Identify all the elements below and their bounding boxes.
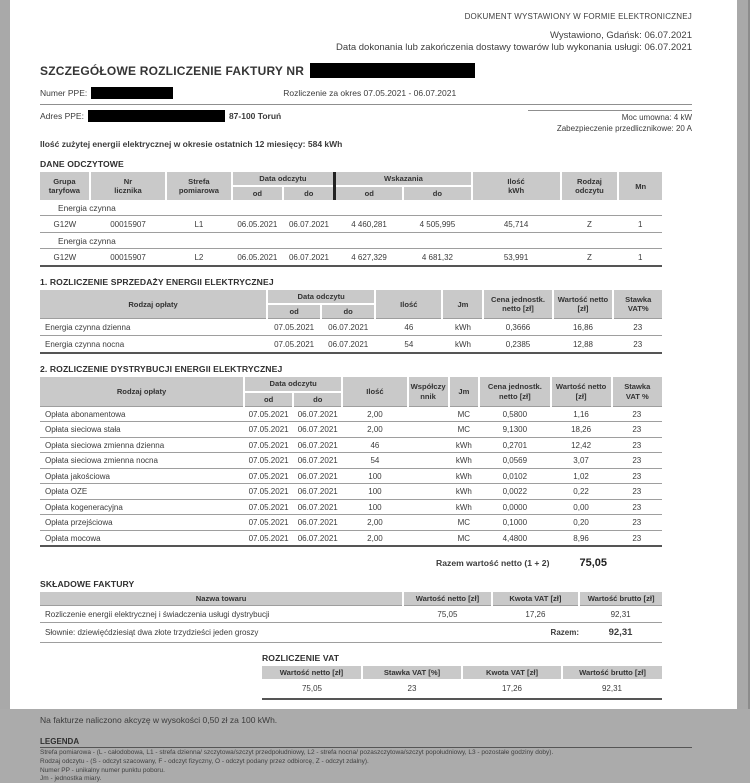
table-row [40, 336, 662, 354]
column-header: Nr licznika [90, 172, 167, 200]
column-subheader: do [293, 392, 342, 407]
net-total-value: 75,05 [579, 557, 607, 570]
distribution-table [40, 377, 662, 547]
readings-table [40, 172, 662, 267]
cell: 4 460,281 [335, 216, 403, 233]
cell: 17,26 [501, 684, 523, 694]
cell: 23 [612, 422, 662, 438]
cell: 06.07.2021 [293, 437, 342, 453]
usage-label: Ilość zużytej energii elektrycznej w okresie ostatnich 12 miesięcy: [40, 139, 306, 149]
cell: Opłata sieciowa stała [40, 422, 244, 438]
cell: 00015907 [90, 249, 167, 267]
power-info-block [528, 110, 692, 134]
column-subheader: do [321, 304, 375, 319]
cell: 06.07.2021 [293, 515, 342, 531]
column-subheader: od [267, 304, 321, 319]
delivery-date-line: Data dokonania lub zakończenia dostawy towarów lub wykonania usługi: 06.07.2021 [336, 42, 692, 53]
cell: 06.07.2021 [283, 249, 335, 267]
redacted-ppe-number [91, 87, 173, 99]
cell: 07.05.2021 [244, 530, 293, 546]
cell [408, 530, 449, 546]
adres-ppe-label: Adres PPE: [40, 111, 84, 121]
cell: kWh [449, 437, 479, 453]
cell [408, 499, 449, 515]
title-row [40, 63, 692, 78]
column-header: Stawka VAT [%] [362, 666, 462, 679]
table-row [40, 484, 662, 500]
column-subheader: do [403, 186, 471, 200]
cell [408, 484, 449, 500]
cell: 1 [618, 216, 662, 233]
cell: 4 627,329 [335, 249, 403, 267]
ppe-number-row [40, 87, 692, 105]
cell: 23 [612, 437, 662, 453]
address-block [40, 110, 281, 122]
cell: Energia czynna nocna [40, 336, 267, 354]
cell: 06.05.2021 [232, 216, 284, 233]
address-city: 87-100 Toruń [228, 111, 282, 121]
cell: 46 [375, 319, 442, 336]
column-header: Wartość netto [zł] [262, 666, 362, 679]
section2-title: 2. ROZLICZENIE DYSTRYBUCJI ENERGII ELEKTRYCZNEJ [40, 364, 283, 375]
cell: Energia czynna dzienna [40, 319, 267, 336]
cell: 0,2701 [479, 437, 551, 453]
column-header: Jm [442, 290, 483, 319]
cell: 12,88 [553, 336, 614, 354]
cell: 92,31 [579, 606, 662, 623]
cell: 07.05.2021 [244, 499, 293, 515]
column-header-group: Data odczytu [232, 172, 335, 186]
cell: 46 [342, 437, 407, 453]
cell [408, 468, 449, 484]
cell: 23 [613, 336, 662, 354]
column-header: Stawka VAT % [612, 377, 662, 406]
column-header: Stawka VAT% [613, 290, 662, 319]
cell: Opłata przejściowa [40, 515, 244, 531]
column-header-group: Data odczytu [267, 290, 375, 304]
cell: 0,3666 [483, 319, 552, 336]
cell: Z [561, 249, 619, 267]
contracted-power: Moc umowna: 4 kW [621, 113, 692, 122]
issue-date-line: Wystawiono, Gdańsk: 06.07.2021 [550, 30, 692, 41]
table-row [40, 422, 662, 438]
cell: 45,714 [472, 216, 561, 233]
cell: 4 681,32 [403, 249, 471, 267]
amount-in-words: Słownie: dziewięćdziesiąt dwa złote trzydzieści jeden groszy [45, 628, 259, 638]
table-row [40, 606, 662, 623]
cell [408, 437, 449, 453]
cell: 06.07.2021 [321, 336, 375, 354]
cell: 23 [612, 406, 662, 422]
cell: 3,07 [551, 453, 612, 469]
section1-title: 1. ROZLICZENIE SPRZEDAŻY ENERGII ELEKTRYCZNEJ [40, 277, 274, 288]
cell: 0,5800 [479, 406, 551, 422]
cell: 07.05.2021 [244, 468, 293, 484]
cell: 06.07.2021 [293, 484, 342, 500]
cell: 06.07.2021 [283, 216, 335, 233]
cell: Opłata OZE [40, 484, 244, 500]
table-row [40, 319, 662, 336]
cell: 06.07.2021 [293, 468, 342, 484]
cell: Opłata jakościowa [40, 468, 244, 484]
cell: L1 [166, 216, 231, 233]
group-row [40, 233, 662, 249]
column-header: Ilość [342, 377, 407, 406]
cell [408, 515, 449, 531]
column-subheader: od [335, 186, 403, 200]
legend-title: LEGENDA [40, 737, 692, 748]
cell: 92,31 [601, 684, 623, 694]
cell: 16,86 [553, 319, 614, 336]
invoice-components-table [40, 592, 662, 623]
cell: kWh [442, 319, 483, 336]
cell: Rozliczenie energii elektrycznej i świadczenia usługi dystrybucji [40, 606, 403, 623]
cell: 2,00 [342, 422, 407, 438]
redacted-invoice-number [310, 63, 475, 78]
column-header: Strefa pomiarowa [166, 172, 231, 200]
cell: MC [449, 515, 479, 531]
cell: kWh [449, 499, 479, 515]
column-subheader: od [244, 392, 293, 407]
cell: 23 [612, 515, 662, 531]
column-header: Cena jednostk. netto [zł] [479, 377, 551, 406]
column-subheader: do [283, 186, 335, 200]
vat-table [262, 666, 662, 700]
cell: kWh [449, 453, 479, 469]
cell: 23 [612, 530, 662, 546]
cell: 0,0000 [479, 499, 551, 515]
cell: kWh [449, 484, 479, 500]
table-row [40, 468, 662, 484]
column-header: Rodzaj opłaty [40, 290, 267, 319]
header-right-block [40, 12, 692, 54]
column-subheader: od [232, 186, 284, 200]
cell: 06.07.2021 [293, 406, 342, 422]
legend-line: Numer PP - unikalny numer punktu poboru. [40, 766, 165, 774]
column-header-group: Wskazania [335, 172, 472, 186]
table-row [40, 499, 662, 515]
skladowe-title: SKŁADOWE FAKTURY [40, 579, 135, 590]
cell: Opłata mocowa [40, 530, 244, 546]
cell: 1 [618, 249, 662, 267]
cell: MC [449, 530, 479, 546]
column-header: Cena jednostk. netto [zł] [483, 290, 552, 319]
cell: 0,0569 [479, 453, 551, 469]
table-row [40, 453, 662, 469]
cell: 06.07.2021 [293, 499, 342, 515]
group-label: Energia czynna [58, 203, 116, 214]
cell [408, 453, 449, 469]
cell [408, 422, 449, 438]
redacted-ppe-address [88, 110, 225, 122]
cell: 75,05 [403, 606, 491, 623]
cell: L2 [166, 249, 231, 267]
cell: 12,42 [551, 437, 612, 453]
cell: 53,991 [472, 249, 561, 267]
cell: Opłata sieciowa zmienna nocna [40, 453, 244, 469]
cell: 0,1000 [479, 515, 551, 531]
cell: Opłata kogeneracyjna [40, 499, 244, 515]
column-header: Nazwa towaru [40, 592, 403, 606]
ppe-address-row [40, 110, 692, 134]
column-header: Jm [449, 377, 479, 406]
amount-in-words-row [40, 623, 662, 643]
column-header: Rodzaj odczytu [561, 172, 619, 200]
table-row [40, 515, 662, 531]
column-header: Wartość brutto [zł] [562, 666, 662, 679]
cell: 75,05 [301, 684, 323, 694]
cell: 4 505,995 [403, 216, 471, 233]
cell: Opłata sieciowa zmienna dzienna [40, 437, 244, 453]
cell: 06.07.2021 [293, 530, 342, 546]
cell: 23 [612, 499, 662, 515]
cell: 18,26 [551, 422, 612, 438]
cell: 17,26 [492, 606, 580, 623]
cell: 100 [342, 484, 407, 500]
column-header: Wartość brutto [zł] [579, 592, 662, 606]
cell: 23 [613, 319, 662, 336]
cell: G12W [40, 216, 90, 233]
cell: 23 [612, 484, 662, 500]
page-title: SZCZEGÓŁOWE ROZLICZENIE FAKTURY NR [40, 63, 305, 78]
cell: 2,00 [342, 515, 407, 531]
invoice-content [10, 0, 737, 783]
cell: 0,0102 [479, 468, 551, 484]
cell: 00015907 [90, 216, 167, 233]
grand-total-value: 92,31 [608, 627, 633, 639]
net-total-label: Razem wartość netto (1 + 2) [436, 558, 550, 569]
cell: 2,00 [342, 530, 407, 546]
cell: 23 [612, 468, 662, 484]
annual-usage-line [40, 139, 692, 149]
usage-value: 584 kWh [307, 139, 343, 149]
cell: 1,16 [551, 406, 612, 422]
column-header: Ilość kWh [472, 172, 561, 200]
cell: Opłata abonamentowa [40, 406, 244, 422]
column-header: Ilość [375, 290, 442, 319]
column-header: Współczy nnik [408, 377, 449, 406]
cell: 0,2385 [483, 336, 552, 354]
column-header: Rodzaj opłaty [40, 377, 244, 406]
vat-section [262, 653, 662, 700]
cell: 23 [612, 453, 662, 469]
invoice-page [10, 0, 737, 783]
energy-sale-table [40, 290, 662, 354]
legend-line: Strefa pomiarowa - (L - całodobowa, L1 - strefa dzienna/ szczytowa/szczyt przedpołudniowy, L2 - strefa nocna/ pozaszczytowa/szczyt popołudniowy, L3 - pozostałe godziny doby). [40, 749, 554, 757]
vat-title: ROZLICZENIE VAT [262, 653, 340, 664]
cell: 54 [375, 336, 442, 354]
table-row [40, 406, 662, 422]
net-total-row [40, 557, 662, 569]
excise-note: Na fakturze naliczono akcyzę w wysokości 0,50 zł za 100 kWh. [40, 715, 278, 726]
cell: Z [561, 216, 619, 233]
cell: 06.07.2021 [321, 319, 375, 336]
cell: 07.05.2021 [244, 422, 293, 438]
cell: 06.07.2021 [293, 453, 342, 469]
numer-ppe-label: Numer PPE: [40, 88, 88, 98]
cell: 1,02 [551, 468, 612, 484]
table-row [262, 679, 662, 699]
cell: 9,1300 [479, 422, 551, 438]
column-header: Wartość netto [zł] [551, 377, 612, 406]
table-row [40, 530, 662, 546]
column-header: Kwota VAT [zł] [462, 666, 562, 679]
cell: MC [449, 406, 479, 422]
fuse-protection: Zabezpieczenie przedlicznikowe: 20 A [556, 123, 692, 133]
table-row [40, 216, 662, 233]
legend-block [40, 749, 692, 782]
cell: 100 [342, 468, 407, 484]
cell: kWh [449, 468, 479, 484]
cell: 07.05.2021 [244, 406, 293, 422]
column-header: Kwota VAT [zł] [492, 592, 580, 606]
cell: 07.05.2021 [244, 437, 293, 453]
cell: 4,4800 [479, 530, 551, 546]
electronic-document-note: DOKUMENT WYSTAWIONY W FORMIE ELEKTRONICZNEJ [464, 12, 692, 21]
cell: 06.05.2021 [232, 249, 284, 267]
column-header: Wartość netto [zł] [553, 290, 614, 319]
cell: G12W [40, 249, 90, 267]
column-header: Wartość netto [zł] [403, 592, 491, 606]
cell: 0,0022 [479, 484, 551, 500]
cell: 0,20 [551, 515, 612, 531]
cell: 100 [342, 499, 407, 515]
billing-period: Rozliczenie za okres 07.05.2021 - 06.07.2021 [283, 88, 457, 98]
cell: 54 [342, 453, 407, 469]
cell: 23 [407, 684, 417, 694]
cell: 07.05.2021 [244, 515, 293, 531]
cell: 07.05.2021 [244, 484, 293, 500]
table-row [40, 249, 662, 267]
cell: 07.05.2021 [267, 319, 321, 336]
group-row [40, 200, 662, 216]
cell: 8,96 [551, 530, 612, 546]
cell [408, 406, 449, 422]
cell: 2,00 [342, 406, 407, 422]
cell: kWh [442, 336, 483, 354]
column-header-group: Data odczytu [244, 377, 342, 391]
column-header: Mn [618, 172, 662, 200]
grand-total-label: Razem: [550, 628, 579, 638]
cell: 07.05.2021 [267, 336, 321, 354]
legend-line: Jm - jednostka miary. [40, 775, 102, 783]
legend-line: Rodzaj odczytu - (S - odczyt szacowany, F - odczyt fizyczny, O - odczyt podany przez odbiorcę, Z - odczyt zdalny). [40, 757, 369, 765]
cell: MC [449, 422, 479, 438]
cell: 0,22 [551, 484, 612, 500]
group-label: Energia czynna [40, 233, 662, 249]
readings-section-title: DANE ODCZYTOWE [40, 159, 124, 169]
cell: 0,00 [551, 499, 612, 515]
cell: 07.05.2021 [244, 453, 293, 469]
table-row [40, 437, 662, 453]
column-header: Grupa taryfowa [40, 172, 90, 200]
cell: 06.07.2021 [293, 422, 342, 438]
